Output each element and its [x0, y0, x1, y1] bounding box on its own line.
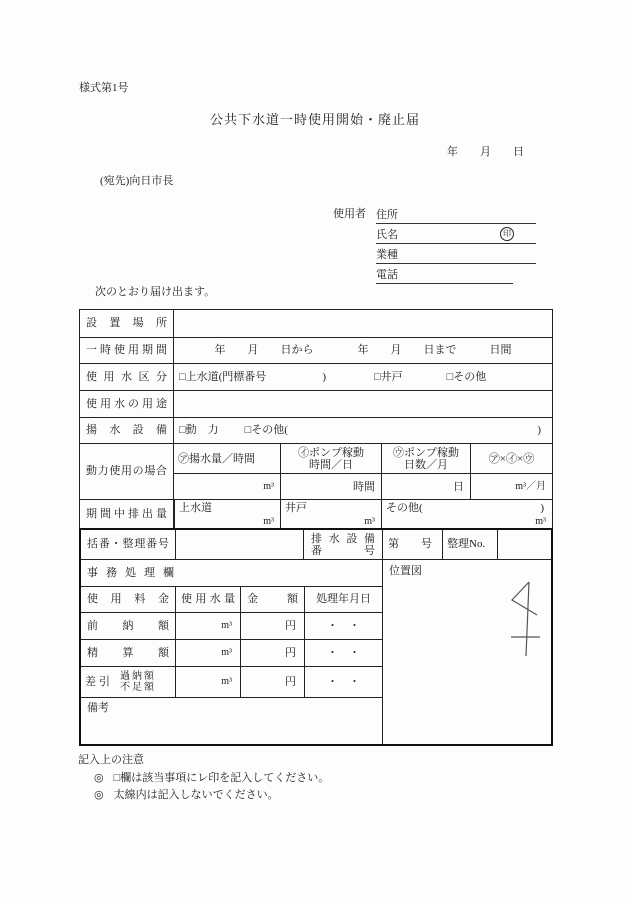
declaration: 次のとおり届け出ます。 [95, 286, 216, 298]
water-use-label: 使用水の用途 [86, 397, 167, 410]
applicant-block [333, 204, 536, 284]
power-col-a-unit: m³ [263, 480, 274, 492]
fee-col-amount: 金額 [247, 593, 298, 606]
fee-label: 使用料金 [87, 593, 169, 606]
fee-col-date: 処理年月日 [304, 587, 382, 612]
balance-shortfall-label: 不足額 [120, 682, 156, 693]
period-label: 一時使用期間 [86, 344, 167, 357]
note-bullet-icon: ◎ [94, 789, 104, 802]
location-map-label: 位置図 [389, 565, 422, 577]
form-table [79, 309, 553, 746]
seal-icon: 印 [500, 227, 514, 241]
business-label: 業種 [376, 249, 398, 262]
water-use-value [174, 391, 552, 417]
discharge-label: 期間中排出量 [86, 507, 167, 520]
row-pump-equip [80, 417, 552, 443]
balance-amount-unit: 円 [240, 667, 304, 697]
row-water-use [80, 390, 552, 417]
settlement-row [81, 639, 382, 666]
water-class-value [174, 364, 552, 390]
row-water-class [80, 363, 552, 390]
phone-field [376, 264, 513, 284]
equip-paren-close: ) [537, 424, 541, 437]
checkbox-well: □井戸 [373, 370, 403, 383]
power-use-label: 動力使用の場合 [86, 465, 167, 478]
office-processing-label: 事務処理欄 [87, 566, 182, 579]
note-text: 太線内は記入しないでください。 [113, 789, 279, 802]
settlement-date: ・ ・ [304, 640, 382, 666]
checkbox-other-water: □その他 [446, 370, 487, 383]
seiri-no-label: 整理No. [442, 530, 497, 559]
name-label: 氏名 [376, 229, 398, 242]
form-table-upper [79, 309, 553, 528]
checkbox-motor: □動 力 [179, 424, 219, 437]
note-text: □欄は該当事項にレ印を記入してください。 [113, 771, 330, 784]
power-col-b-header: ㋑ポンプ稼動 時間／日 [280, 444, 381, 473]
discharge-well-cell: 井戸 m³ [280, 500, 381, 528]
note-item [78, 772, 329, 785]
address-label: 住所 [376, 209, 398, 222]
refno-label: 括番・整理番号 [87, 538, 169, 551]
prepaid-date: ・ ・ [304, 613, 382, 639]
notes-title: 記入上の注意 [78, 754, 144, 766]
applicant-fields [376, 204, 536, 284]
date-line: 年 月 日 [447, 146, 524, 158]
location-value [174, 310, 552, 337]
pump-equip-value [174, 418, 552, 443]
seiri-no-blank-cell [497, 530, 551, 559]
form-table-lower-office-area [79, 528, 553, 746]
applicant-label: 使用者 [333, 208, 366, 220]
location-map-cell [382, 560, 551, 744]
power-col-b-unit: 時間 [280, 474, 381, 499]
note-bullet-icon: ◎ [94, 771, 104, 784]
power-col-formula-header: ㋐×㋑×㋒ [470, 444, 552, 473]
discharge-other-cell: その他( ) m³ [381, 500, 552, 528]
notes-block [78, 754, 329, 802]
prepaid-label: 前納額 [87, 619, 169, 632]
prepaid-volume-unit: m³ [175, 613, 240, 639]
fee-col-volume: 使用水量 [181, 593, 235, 606]
power-grid [174, 444, 552, 499]
addressee: (宛先)向日市長 [100, 175, 174, 187]
row-period [80, 337, 552, 363]
power-col-formula-unit: m³／月 [470, 474, 552, 499]
power-col-c-unit: 日 [381, 474, 470, 499]
prepaid-amount-unit: 円 [240, 613, 304, 639]
note-item [78, 789, 329, 802]
drain-facility-number-label: 排水設備 番号 [303, 530, 382, 559]
power-col-a-header: ㋐揚水量／時間 [178, 452, 255, 465]
settlement-volume-unit: m³ [175, 640, 240, 666]
fee-header-row [81, 586, 382, 612]
power-col-c-header: ㋒ポンプ稼動 日数／月 [381, 444, 470, 473]
period-value: 年 月 日から 年 月 日まで 日間 [214, 344, 512, 357]
page-title: 公共下水道一時使用開始・廃止届 [209, 112, 420, 127]
refno-blank-cell [175, 530, 303, 559]
balance-overpaid-label: 過納額 [120, 671, 156, 682]
north-arrow-icon [497, 574, 543, 674]
row-location [80, 310, 552, 337]
row-power-use [80, 443, 552, 499]
name-field [376, 224, 536, 244]
settlement-amount-unit: 円 [240, 640, 304, 666]
form-number: 様式第1号 [79, 82, 129, 94]
balance-row [81, 666, 382, 697]
row-reference-number [81, 530, 551, 559]
prepaid-row [81, 612, 382, 639]
checkbox-other-equip: □その他( [244, 424, 288, 437]
checkbox-tap-water: □上水道(門標番号 [179, 370, 267, 383]
pump-equip-label: 揚水設備 [86, 424, 167, 437]
address-field [376, 204, 536, 224]
balance-date: ・ ・ [304, 667, 382, 697]
phone-label: 電話 [376, 269, 398, 282]
balance-volume-unit: m³ [175, 667, 240, 697]
remarks-cell [81, 697, 382, 744]
remarks-label: 備考 [87, 702, 109, 714]
balance-label: 差引 [85, 675, 113, 688]
settlement-label: 精算額 [87, 646, 169, 659]
business-field [376, 244, 536, 264]
number-cell: 第 号 [382, 530, 442, 559]
office-processing-column [81, 560, 382, 744]
water-class-label: 使用水区分 [86, 370, 167, 383]
location-label: 設置場所 [86, 317, 167, 330]
discharge-tap-cell: 上水道 m³ [174, 500, 280, 528]
row-discharge [80, 499, 552, 528]
tap-water-paren-close: ) [322, 370, 326, 383]
